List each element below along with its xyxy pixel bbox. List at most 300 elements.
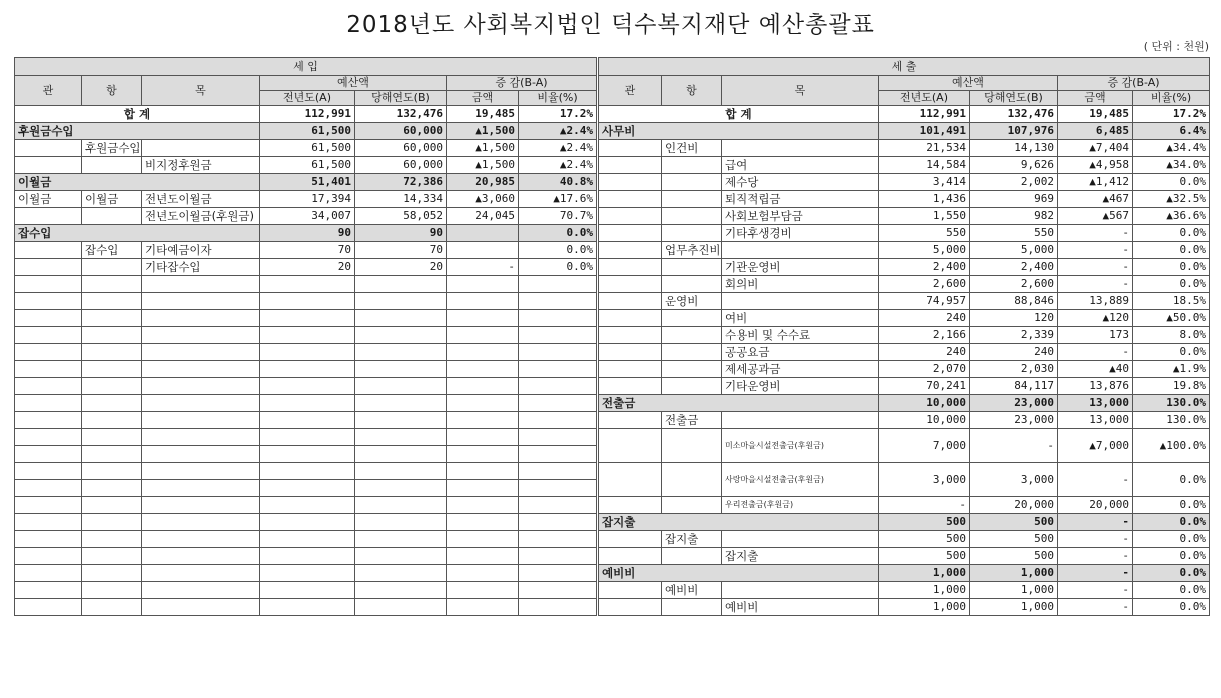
change-amount: -: [1058, 276, 1133, 293]
table-row: [599, 531, 1210, 548]
gwan-cell: [599, 344, 662, 361]
current-year-value: 1,000: [970, 599, 1058, 616]
empty-cell: [519, 429, 597, 446]
gwan-cell: [599, 327, 662, 344]
header-mok: 목: [142, 76, 260, 106]
hang-cell: 예비비: [662, 582, 722, 599]
prev-year-value: 20: [260, 259, 355, 276]
empty-cell: [260, 514, 355, 531]
empty-row: [15, 514, 597, 531]
empty-cell: [260, 361, 355, 378]
mok-cell: 제세공과금: [722, 361, 879, 378]
empty-cell: [82, 599, 142, 616]
empty-cell: [260, 582, 355, 599]
empty-row: [15, 276, 597, 293]
income-table: [14, 57, 597, 616]
change-amount: -: [1058, 242, 1133, 259]
change-amount: [447, 225, 519, 242]
gwan-cell: [599, 548, 662, 565]
empty-cell: [82, 514, 142, 531]
empty-cell: [82, 480, 142, 497]
change-ratio: 0.0%: [1133, 463, 1210, 497]
hang-cell: [662, 361, 722, 378]
empty-row: [15, 599, 597, 616]
empty-cell: [260, 548, 355, 565]
prev-year-value: 61,500: [260, 123, 355, 140]
prev-year-value: 3,000: [879, 463, 970, 497]
change-ratio: 0.0%: [1133, 174, 1210, 191]
change-ratio: ▲32.5%: [1133, 191, 1210, 208]
mok-cell: [722, 242, 879, 259]
empty-cell: [260, 293, 355, 310]
empty-cell: [519, 344, 597, 361]
table-row: [599, 208, 1210, 225]
empty-cell: [260, 429, 355, 446]
empty-cell: [15, 446, 82, 463]
change-ratio: 0.0%: [1133, 599, 1210, 616]
empty-row: [15, 293, 597, 310]
empty-cell: [355, 548, 447, 565]
hang-cell: 이월금: [82, 191, 142, 208]
gwan-cell: [599, 191, 662, 208]
table-row: [15, 140, 597, 157]
empty-cell: [82, 446, 142, 463]
empty-cell: [260, 310, 355, 327]
mok-cell: 기관운영비: [722, 259, 879, 276]
table-row: [599, 344, 1210, 361]
hang-cell: [662, 191, 722, 208]
unit-label: ( 단위 : 천원): [1143, 40, 1209, 53]
empty-cell: [519, 514, 597, 531]
hang-cell: [662, 378, 722, 395]
empty-cell: [82, 548, 142, 565]
mok-cell: 급여: [722, 157, 879, 174]
empty-cell: [447, 429, 519, 446]
table-row: [599, 463, 1210, 497]
mok-cell: 기타후생경비: [722, 225, 879, 242]
empty-cell: [142, 276, 260, 293]
empty-row: [15, 344, 597, 361]
table-row: [599, 310, 1210, 327]
income-section-header: [15, 58, 597, 76]
hang-cell: [662, 174, 722, 191]
empty-cell: [447, 361, 519, 378]
prev-year-value: 70: [260, 242, 355, 259]
empty-cell: [447, 480, 519, 497]
change-amount: -: [1058, 565, 1133, 582]
empty-cell: [355, 514, 447, 531]
empty-cell: [142, 480, 260, 497]
change-amount: 24,045: [447, 208, 519, 225]
empty-cell: [519, 497, 597, 514]
change-ratio: 0.0%: [519, 242, 597, 259]
empty-row: [15, 446, 597, 463]
total-row: [15, 106, 597, 123]
table-row: [599, 412, 1210, 429]
change-ratio: 0.0%: [1133, 344, 1210, 361]
hang-cell: 인건비: [662, 140, 722, 157]
prev-year-value: 21,534: [879, 140, 970, 157]
mok-cell: 전년도이월금: [142, 191, 260, 208]
empty-cell: [260, 565, 355, 582]
gwan-cell: [599, 497, 662, 514]
header-budget: 예산액: [260, 76, 447, 91]
current-year-value: 132,476: [355, 106, 447, 123]
header-budget: 예산액: [879, 76, 1058, 91]
prev-year-value: 1,550: [879, 208, 970, 225]
change-ratio: ▲1.9%: [1133, 361, 1210, 378]
mok-cell: 예비비: [722, 599, 879, 616]
empty-cell: [355, 497, 447, 514]
empty-cell: [142, 429, 260, 446]
change-ratio: 130.0%: [1133, 395, 1210, 412]
empty-row: [15, 361, 597, 378]
hang-cell: [662, 548, 722, 565]
change-amount: -: [1058, 548, 1133, 565]
current-year-value: 1,000: [970, 565, 1058, 582]
change-amount: 6,485: [1058, 123, 1133, 140]
mok-cell: 기타예금이자: [142, 242, 260, 259]
category-name: 잡지출: [599, 514, 879, 531]
current-year-value: 107,976: [970, 123, 1058, 140]
mok-cell: [722, 531, 879, 548]
empty-cell: [447, 565, 519, 582]
prev-year-value: 2,166: [879, 327, 970, 344]
empty-cell: [355, 463, 447, 480]
hang-cell: [82, 208, 142, 225]
empty-cell: [447, 378, 519, 395]
current-year-value: 2,339: [970, 327, 1058, 344]
change-amount: ▲7,000: [1058, 429, 1133, 463]
header-ratio: 비율(%): [519, 91, 597, 106]
empty-cell: [142, 310, 260, 327]
hang-cell: [662, 429, 722, 463]
empty-cell: [447, 395, 519, 412]
change-amount: -: [1058, 344, 1133, 361]
current-year-value: 120: [970, 310, 1058, 327]
mok-cell: 제수당: [722, 174, 879, 191]
prev-year-value: 61,500: [260, 140, 355, 157]
mok-cell: 사랑마을시설전출금(후원금): [722, 463, 879, 497]
hang-cell: [662, 327, 722, 344]
empty-cell: [260, 480, 355, 497]
change-amount: ▲1,500: [447, 140, 519, 157]
hang-cell: 후원금수입: [82, 140, 142, 157]
empty-cell: [142, 463, 260, 480]
empty-row: [15, 565, 597, 582]
header-ratio: 비율(%): [1133, 91, 1210, 106]
change-amount: -: [1058, 599, 1133, 616]
prev-year-value: 14,584: [879, 157, 970, 174]
empty-cell: [82, 412, 142, 429]
category-row: [599, 514, 1210, 531]
total-label: 합 계: [15, 106, 260, 123]
mok-cell: 미소마을시설전출금(후원금): [722, 429, 879, 463]
empty-cell: [447, 293, 519, 310]
prev-year-value: 1,000: [879, 582, 970, 599]
table-row: [599, 174, 1210, 191]
empty-cell: [142, 395, 260, 412]
change-amount: ▲1,412: [1058, 174, 1133, 191]
gwan-cell: [599, 531, 662, 548]
change-amount: -: [1058, 225, 1133, 242]
empty-cell: [260, 276, 355, 293]
change-ratio: 130.0%: [1133, 412, 1210, 429]
empty-cell: [260, 599, 355, 616]
hang-cell: 업무추진비: [662, 242, 722, 259]
hang-cell: [662, 276, 722, 293]
header-change: 증 감(B-A): [1058, 76, 1210, 91]
change-ratio: 17.2%: [519, 106, 597, 123]
empty-cell: [447, 446, 519, 463]
current-year-value: 500: [970, 548, 1058, 565]
empty-cell: [82, 310, 142, 327]
empty-cell: [519, 276, 597, 293]
income-section-label: 세 입: [15, 58, 597, 76]
table-row: [599, 140, 1210, 157]
header-amount: 금액: [1058, 91, 1133, 106]
prev-year-value: 61,500: [260, 157, 355, 174]
prev-year-value: 34,007: [260, 208, 355, 225]
empty-cell: [447, 531, 519, 548]
change-ratio: 0.0%: [1133, 242, 1210, 259]
table-row: [599, 293, 1210, 310]
empty-cell: [142, 599, 260, 616]
empty-cell: [355, 378, 447, 395]
empty-cell: [260, 463, 355, 480]
empty-cell: [15, 293, 82, 310]
current-year-value: 132,476: [970, 106, 1058, 123]
header-gwan: 관: [15, 76, 82, 106]
header-mok: 목: [722, 76, 879, 106]
empty-cell: [142, 412, 260, 429]
table-row: [15, 191, 597, 208]
empty-row: [15, 327, 597, 344]
empty-cell: [142, 293, 260, 310]
category-row: [15, 174, 597, 191]
change-ratio: ▲2.4%: [519, 157, 597, 174]
gwan-cell: [15, 208, 82, 225]
current-year-value: 2,002: [970, 174, 1058, 191]
current-year-value: 60,000: [355, 157, 447, 174]
empty-cell: [82, 565, 142, 582]
change-ratio: 0.0%: [1133, 548, 1210, 565]
empty-cell: [519, 395, 597, 412]
empty-row: [15, 548, 597, 565]
gwan-cell: [15, 140, 82, 157]
empty-cell: [15, 565, 82, 582]
expense-section-label: 세 출: [599, 58, 1210, 76]
mok-cell: 공공요금: [722, 344, 879, 361]
change-ratio: ▲2.4%: [519, 123, 597, 140]
table-row: [15, 157, 597, 174]
empty-cell: [355, 480, 447, 497]
change-ratio: ▲34.4%: [1133, 140, 1210, 157]
empty-cell: [260, 378, 355, 395]
prev-year-value: 112,991: [260, 106, 355, 123]
change-amount: 19,485: [447, 106, 519, 123]
change-amount: -: [1058, 259, 1133, 276]
change-ratio: 0.0%: [1133, 565, 1210, 582]
mok-cell: [722, 293, 879, 310]
empty-cell: [519, 463, 597, 480]
empty-cell: [15, 378, 82, 395]
empty-cell: [260, 412, 355, 429]
empty-cell: [15, 514, 82, 531]
change-amount: ▲467: [1058, 191, 1133, 208]
empty-cell: [447, 514, 519, 531]
change-amount: -: [1058, 514, 1133, 531]
current-year-value: 58,052: [355, 208, 447, 225]
empty-cell: [447, 497, 519, 514]
mok-cell: [142, 140, 260, 157]
gwan-cell: [599, 361, 662, 378]
current-year-value: 1,000: [970, 582, 1058, 599]
mok-cell: 기타운영비: [722, 378, 879, 395]
prev-year-value: 51,401: [260, 174, 355, 191]
table-row: [599, 582, 1210, 599]
empty-cell: [82, 582, 142, 599]
current-year-value: 20,000: [970, 497, 1058, 514]
table-row: [599, 361, 1210, 378]
change-amount: 13,000: [1058, 395, 1133, 412]
change-amount: 173: [1058, 327, 1133, 344]
change-amount: ▲1,500: [447, 157, 519, 174]
empty-row: [15, 378, 597, 395]
empty-cell: [519, 548, 597, 565]
total-label: 합 계: [599, 106, 879, 123]
current-year-value: 2,600: [970, 276, 1058, 293]
current-year-value: 2,030: [970, 361, 1058, 378]
gwan-cell: [599, 225, 662, 242]
expense-header-row: [599, 76, 1210, 91]
empty-cell: [447, 344, 519, 361]
empty-cell: [15, 395, 82, 412]
empty-cell: [355, 429, 447, 446]
change-amount: ▲567: [1058, 208, 1133, 225]
change-ratio: 17.2%: [1133, 106, 1210, 123]
change-ratio: 6.4%: [1133, 123, 1210, 140]
empty-cell: [519, 446, 597, 463]
empty-cell: [15, 497, 82, 514]
prev-year-value: 2,400: [879, 259, 970, 276]
empty-cell: [142, 378, 260, 395]
category-row: [15, 123, 597, 140]
category-row: [15, 225, 597, 242]
empty-cell: [519, 599, 597, 616]
change-ratio: 18.5%: [1133, 293, 1210, 310]
mok-cell: 기타잡수입: [142, 259, 260, 276]
current-year-value: 60,000: [355, 123, 447, 140]
table-row: [599, 191, 1210, 208]
empty-cell: [519, 327, 597, 344]
prev-year-value: 2,600: [879, 276, 970, 293]
empty-cell: [355, 599, 447, 616]
empty-cell: [355, 310, 447, 327]
change-amount: 20,000: [1058, 497, 1133, 514]
empty-cell: [142, 514, 260, 531]
change-amount: -: [447, 259, 519, 276]
expense-table: [598, 57, 1210, 616]
empty-cell: [355, 531, 447, 548]
header-hang: 항: [662, 76, 722, 106]
empty-cell: [82, 497, 142, 514]
empty-row: [15, 463, 597, 480]
current-year-value: 60,000: [355, 140, 447, 157]
gwan-cell: [15, 259, 82, 276]
gwan-cell: [599, 463, 662, 497]
empty-cell: [355, 446, 447, 463]
hang-cell: 전출금: [662, 412, 722, 429]
expense-section-header: [599, 58, 1210, 76]
change-amount: 20,985: [447, 174, 519, 191]
change-ratio: 0.0%: [1133, 497, 1210, 514]
header-amount: 금액: [447, 91, 519, 106]
current-year-value: 70: [355, 242, 447, 259]
empty-cell: [15, 344, 82, 361]
change-ratio: 0.0%: [1133, 225, 1210, 242]
mok-cell: 수용비 및 수수료: [722, 327, 879, 344]
current-year-value: 23,000: [970, 395, 1058, 412]
gwan-cell: [599, 378, 662, 395]
category-row: [599, 395, 1210, 412]
empty-cell: [519, 565, 597, 582]
empty-cell: [15, 276, 82, 293]
prev-year-value: 1,000: [879, 599, 970, 616]
change-amount: 13,000: [1058, 412, 1133, 429]
gwan-cell: [599, 429, 662, 463]
change-ratio: 0.0%: [1133, 259, 1210, 276]
current-year-value: 20: [355, 259, 447, 276]
empty-cell: [142, 548, 260, 565]
page-title: 2018년도 사회복지법인 덕수복지재단 예산총괄표: [346, 12, 875, 38]
change-ratio: ▲2.4%: [519, 140, 597, 157]
mok-cell: [722, 412, 879, 429]
change-ratio: ▲34.0%: [1133, 157, 1210, 174]
hang-cell: [662, 344, 722, 361]
change-ratio: 0.0%: [1133, 276, 1210, 293]
change-amount: ▲1,500: [447, 123, 519, 140]
empty-cell: [15, 361, 82, 378]
empty-cell: [355, 276, 447, 293]
gwan-cell: [599, 412, 662, 429]
gwan-cell: [599, 208, 662, 225]
empty-cell: [142, 565, 260, 582]
table-row: [599, 327, 1210, 344]
change-ratio: 0.0%: [1133, 531, 1210, 548]
table-row: [599, 225, 1210, 242]
gwan-cell: [599, 599, 662, 616]
empty-cell: [82, 293, 142, 310]
table-row: [599, 242, 1210, 259]
empty-cell: [260, 497, 355, 514]
change-amount: 13,889: [1058, 293, 1133, 310]
empty-cell: [519, 531, 597, 548]
empty-cell: [355, 327, 447, 344]
hang-cell: [662, 157, 722, 174]
current-year-value: 500: [970, 531, 1058, 548]
hang-cell: [662, 497, 722, 514]
category-name: 예비비: [599, 565, 879, 582]
table-row: [599, 259, 1210, 276]
current-year-value: 23,000: [970, 412, 1058, 429]
income-header-row: [15, 76, 597, 91]
empty-cell: [15, 412, 82, 429]
table-row: [599, 429, 1210, 463]
empty-row: [15, 429, 597, 446]
category-name: 전출금: [599, 395, 879, 412]
change-amount: ▲120: [1058, 310, 1133, 327]
